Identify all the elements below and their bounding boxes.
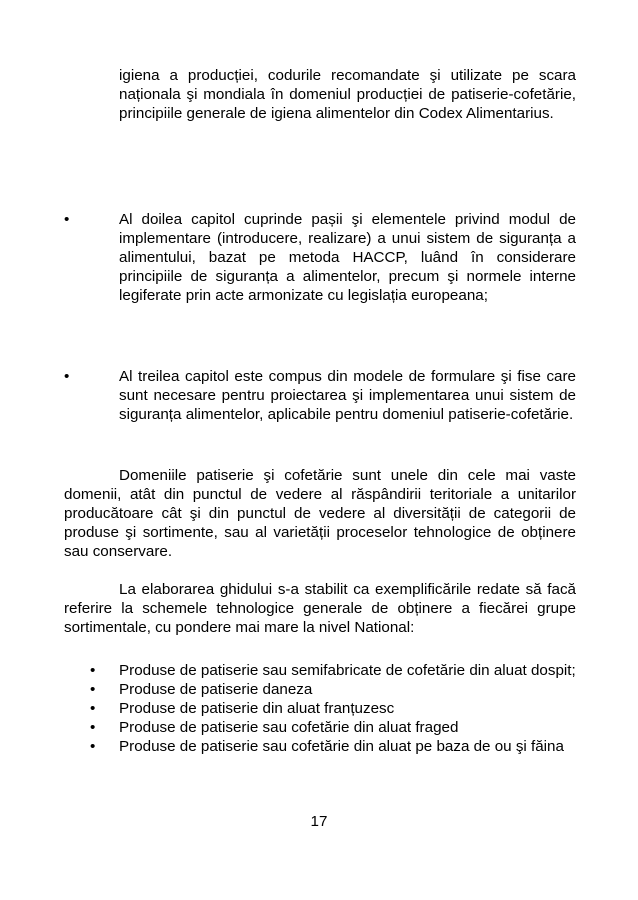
chapter-text: Al doilea capitol cuprinde pașii şi elementele privind modul de implementare (introducere, realizare) a unui sistem de siguranța a alimentului, bazat pe metoda HACCP, luând în considerare principiile de siguranța a alimentelor, precum şi normele interne legiferate prin acte armonizate cu legislația europeana; [119, 211, 576, 304]
list-bullet: • [90, 738, 96, 755]
continuation-paragraph [119, 66, 576, 123]
body-paragraph [64, 580, 576, 637]
list-bullet: • [90, 681, 96, 698]
list-item-text: Produse de patiserie sau cofetărie din aluat pe baza de ou şi făina [119, 738, 564, 755]
page-number: 17 [310, 813, 328, 830]
list-item-text: Produse de patiserie din aluat franțuzesc [119, 700, 395, 717]
list-bullet: • [90, 719, 96, 736]
chapter-item [119, 367, 576, 424]
list-item [90, 699, 576, 718]
list-bullet: • [90, 662, 96, 679]
list-item-text: Produse de patiserie sau semifabricate de cofetărie din aluat dospit; [119, 662, 576, 679]
chapter-bullet: • [64, 368, 70, 385]
chapter-bullet: • [64, 211, 70, 228]
list-item [90, 661, 576, 680]
continuation-text: igiena a producției, codurile recomandate şi utilizate pe scara naționala şi mondiala în domeniul producției de patiserie-cofetărie, principiile generale de igiena alimentelor din Codex Alimentarius. [119, 67, 576, 122]
list-item [90, 680, 576, 699]
chapter-item [119, 210, 576, 305]
list-item [90, 718, 576, 737]
product-list [90, 661, 576, 756]
chapter-text: Al treilea capitol este compus din modele de formulare şi fise care sunt necesare pentru proiectarea şi implementarea unui sistem de siguranța alimentelor, aplicabile pentru domeniul patiserie-cofetărie. [119, 368, 576, 423]
list-item [90, 737, 576, 756]
list-bullet: • [90, 700, 96, 717]
list-item-text: Produse de patiserie daneza [119, 681, 313, 698]
body-paragraph [64, 466, 576, 561]
paragraph-text: La elaborarea ghidului s-a stabilit ca exemplificările redate să facă referire la schemele tehnologice generale de obținere a fiecărei grupe sortimentale, cu pondere mai mare la nivel National: [64, 581, 576, 636]
list-item-text: Produse de patiserie sau cofetărie din aluat fraged [119, 719, 459, 736]
paragraph-text: Domeniile patiserie şi cofetărie sunt unele din cele mai vaste domenii, atât din punctul de vedere al răspândirii teritoriale a unitarilor producătoare cât şi din punctul de vedere al diversității de categorii de produse şi sortimente, sau al varietății proceselor tehnologice de obținere sau conservare. [64, 467, 576, 560]
